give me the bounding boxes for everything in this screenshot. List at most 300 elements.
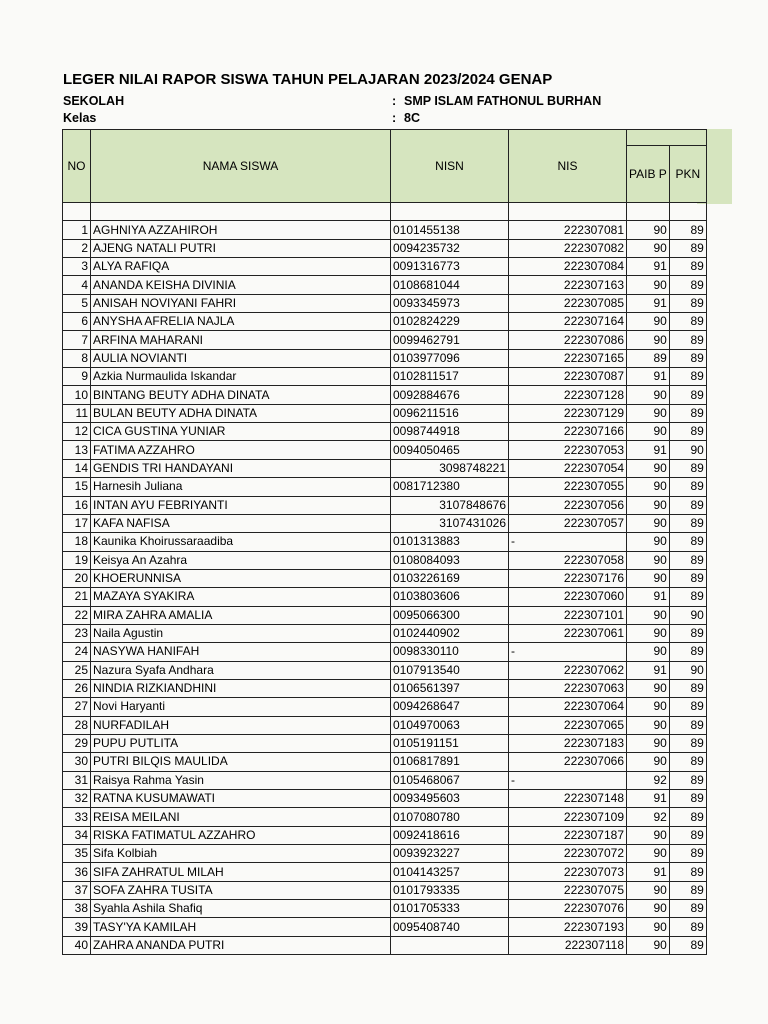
cell-pkn: 89 <box>669 294 706 312</box>
school-separator: : <box>392 94 397 108</box>
cell-nisn: 0102440902 <box>391 624 509 642</box>
cell-paibp: 90 <box>627 716 670 734</box>
cell-no: 2 <box>63 239 91 257</box>
cell-paibp: 91 <box>627 368 670 386</box>
cell-no: 40 <box>63 936 91 954</box>
cell-pkn: 89 <box>669 679 706 697</box>
cell-no: 28 <box>63 716 91 734</box>
cell-paibp: 91 <box>627 294 670 312</box>
cell-pkn: 89 <box>669 239 706 257</box>
cell-nis-dash: - <box>511 772 515 787</box>
cell-pkn: 89 <box>669 533 706 551</box>
cell-nisn: 0095408740 <box>391 918 509 936</box>
school-label: SEKOLAH <box>63 94 125 108</box>
cell-no: 33 <box>63 808 91 826</box>
cell-pkn: 89 <box>669 478 706 496</box>
cell-no: 6 <box>63 313 91 331</box>
cell-paibp: 90 <box>627 496 670 514</box>
cell-nis: 222307176 <box>509 569 627 587</box>
cell-paibp: 91 <box>627 441 670 459</box>
cell-nisn: 0103803606 <box>391 588 509 606</box>
table-row <box>63 606 707 624</box>
cell-nisn: 0092418616 <box>391 826 509 844</box>
cell-nisn: 0098744918 <box>391 423 509 441</box>
cell-pkn: 89 <box>669 753 706 771</box>
page-title: LEGER NILAI RAPOR SISWA TAHUN PELAJARAN 2023/2024 GENAP <box>63 71 553 88</box>
table-row <box>63 900 707 918</box>
cell-name: KAFA NAFISA <box>91 514 391 532</box>
cell-name: TASY'YA KAMILAH <box>91 918 391 936</box>
cell-no: 3 <box>63 258 91 276</box>
cell-pkn: 90 <box>669 441 706 459</box>
table-row <box>63 368 707 386</box>
cell-nis: 222307164 <box>509 313 627 331</box>
table-row <box>63 239 707 257</box>
cell-name: Raisya Rahma Yasin <box>91 771 391 789</box>
cell-paibp: 90 <box>627 845 670 863</box>
cell-paibp: 92 <box>627 808 670 826</box>
header-pkn: PKN <box>669 146 706 203</box>
cell-pkn: 89 <box>669 496 706 514</box>
cell-nis: 222307129 <box>509 404 627 422</box>
cell-paibp: 91 <box>627 588 670 606</box>
cell-nisn: 0104143257 <box>391 863 509 881</box>
cell-nis-dash: - <box>511 534 515 549</box>
cell-no: 30 <box>63 753 91 771</box>
cell-pkn: 89 <box>669 698 706 716</box>
cell-name: Syahla Ashila Shafiq <box>91 900 391 918</box>
cell-nis: 222307101 <box>509 606 627 624</box>
cell-paibp: 90 <box>627 423 670 441</box>
cell-no: 12 <box>63 423 91 441</box>
school-value: SMP ISLAM FATHONUL BURHAN <box>404 94 602 108</box>
cell-nisn: 0105468067 <box>391 771 509 789</box>
cell-nis: 222307060 <box>509 588 627 606</box>
cell-name: Azkia Nurmaulida Iskandar <box>91 368 391 386</box>
table-row <box>63 679 707 697</box>
cell-paibp: 90 <box>627 313 670 331</box>
table-row <box>63 918 707 936</box>
header-subject-group <box>627 130 707 146</box>
cell-nis: 222307163 <box>509 276 627 294</box>
cell-nisn: 0093345973 <box>391 294 509 312</box>
cell-no: 15 <box>63 478 91 496</box>
cell-pkn: 89 <box>669 514 706 532</box>
cell-name: PUTRI BILQIS MAULIDA <box>91 753 391 771</box>
cell-no: 22 <box>63 606 91 624</box>
cell-no: 4 <box>63 276 91 294</box>
cell-name: Sifa Kolbiah <box>91 845 391 863</box>
table-row <box>63 404 707 422</box>
table-row <box>63 313 707 331</box>
cell-paibp: 90 <box>627 478 670 496</box>
table-row <box>63 331 707 349</box>
cell-nis: 222307054 <box>509 459 627 477</box>
cell-pkn: 89 <box>669 734 706 752</box>
cell-no: 10 <box>63 386 91 404</box>
cell-nisn: 0101705333 <box>391 900 509 918</box>
cell-nis: 222307073 <box>509 863 627 881</box>
header-no: NO <box>63 130 91 203</box>
student-rows <box>63 203 707 955</box>
cell-pkn: 89 <box>669 918 706 936</box>
cell-pkn: 89 <box>669 808 706 826</box>
cell-nisn: 0094268647 <box>391 698 509 716</box>
cell-pkn: 89 <box>669 313 706 331</box>
cell-name: NINDIA RIZKIANDHINI <box>91 679 391 697</box>
cell-nis: 222307076 <box>509 900 627 918</box>
table-row <box>63 734 707 752</box>
cell-name: Nazura Syafa Andhara <box>91 661 391 679</box>
class-separator: : <box>392 111 397 125</box>
header-nis: NIS <box>509 130 627 203</box>
cell-nis: 222307193 <box>509 918 627 936</box>
cell-nisn: 0094050465 <box>391 441 509 459</box>
cell-name: Kaunika Khoirussaraadiba <box>91 533 391 551</box>
table-row <box>63 496 707 514</box>
table-row <box>63 716 707 734</box>
cell-name: ANYSHA AFRELIA NAJLA <box>91 313 391 331</box>
table-row <box>63 588 707 606</box>
cell-no: 36 <box>63 863 91 881</box>
cell-nisn: 0101313883 <box>391 533 509 551</box>
cell-name: CICA GUSTINA YUNIAR <box>91 423 391 441</box>
cell-paibp: 90 <box>627 404 670 422</box>
cell-nisn: 0098330110 <box>391 643 509 661</box>
cell-paibp: 90 <box>627 551 670 569</box>
cell-no: 8 <box>63 349 91 367</box>
cell-no: 1 <box>63 221 91 239</box>
cell-paibp: 90 <box>627 533 670 551</box>
cell-pkn: 89 <box>669 386 706 404</box>
cell-nisn: 0103977096 <box>391 349 509 367</box>
cell-nisn: 0092884676 <box>391 386 509 404</box>
cell-name: AJENG NATALI PUTRI <box>91 239 391 257</box>
cell-no: 31 <box>63 771 91 789</box>
cell-nis: 222307065 <box>509 716 627 734</box>
cell-nisn: 0091316773 <box>391 258 509 276</box>
table-row <box>63 551 707 569</box>
cell-nisn: 0096211516 <box>391 404 509 422</box>
cell-paibp: 91 <box>627 790 670 808</box>
cell-nis: 222307081 <box>509 221 627 239</box>
cell-name: SIFA ZAHRATUL MILAH <box>91 863 391 881</box>
cell-pkn: 89 <box>669 423 706 441</box>
cell-pkn: 90 <box>669 606 706 624</box>
cell-paibp: 90 <box>627 459 670 477</box>
cell-no: 32 <box>63 790 91 808</box>
cell-name: PUPU PUTLITA <box>91 734 391 752</box>
cell-paibp: 90 <box>627 698 670 716</box>
cell-pkn: 89 <box>669 588 706 606</box>
cell-nisn <box>391 936 509 954</box>
table-row <box>63 478 707 496</box>
table-row <box>63 826 707 844</box>
cell-pkn: 89 <box>669 624 706 642</box>
cell-nisn: 0102824229 <box>391 313 509 331</box>
cell-name: FATIMA AZZAHRO <box>91 441 391 459</box>
cell-no: 38 <box>63 900 91 918</box>
cell-pkn: 89 <box>669 881 706 899</box>
cell-no: 14 <box>63 459 91 477</box>
cell-pkn: 89 <box>669 771 706 789</box>
cell-paibp: 90 <box>627 221 670 239</box>
cell-name: KHOERUNNISA <box>91 569 391 587</box>
cell-pkn: 89 <box>669 936 706 954</box>
cell-nisn: 0106561397 <box>391 679 509 697</box>
cell-name: AULIA NOVIANTI <box>91 349 391 367</box>
table-row <box>63 441 707 459</box>
cell-nis: 222307118 <box>509 936 627 954</box>
cell-nis: 222307085 <box>509 294 627 312</box>
cell-pkn: 89 <box>669 276 706 294</box>
cell-no: 13 <box>63 441 91 459</box>
table-row <box>63 514 707 532</box>
cell-pkn: 89 <box>669 459 706 477</box>
cell-name: RATNA KUSUMAWATI <box>91 790 391 808</box>
cell-nis: 222307087 <box>509 368 627 386</box>
cell-name: RISKA FATIMATUL AZZAHRO <box>91 826 391 844</box>
cell-nis: 222307084 <box>509 258 627 276</box>
cell-no: 18 <box>63 533 91 551</box>
cell-no: 34 <box>63 826 91 844</box>
cell-paibp: 90 <box>627 643 670 661</box>
table-row <box>63 643 707 661</box>
cell-nis <box>509 643 627 661</box>
cell-nis: 222307187 <box>509 826 627 844</box>
cell-nisn: 0093495603 <box>391 790 509 808</box>
cell-nis: 222307053 <box>509 441 627 459</box>
table-row <box>63 698 707 716</box>
cell-name: ZAHRA ANANDA PUTRI <box>91 936 391 954</box>
grade-ledger-table <box>62 129 707 955</box>
table-row <box>63 276 707 294</box>
cell-no: 9 <box>63 368 91 386</box>
cell-nis <box>509 533 627 551</box>
table-row <box>63 533 707 551</box>
cell-paibp: 91 <box>627 661 670 679</box>
cell-nis: 222307165 <box>509 349 627 367</box>
cell-paibp: 91 <box>627 258 670 276</box>
cell-name: INTAN AYU FEBRIYANTI <box>91 496 391 514</box>
cell-nisn: 0108084093 <box>391 551 509 569</box>
class-value: 8C <box>404 111 420 125</box>
cell-nisn: 0095066300 <box>391 606 509 624</box>
cell-name: Naila Agustin <box>91 624 391 642</box>
cell-paibp: 90 <box>627 881 670 899</box>
cell-name: MAZAYA SYAKIRA <box>91 588 391 606</box>
cell-nisn: 3098748221 <box>391 459 509 477</box>
cell-no: 23 <box>63 624 91 642</box>
cell-name: Novi Haryanti <box>91 698 391 716</box>
cell-name: MIRA ZAHRA AMALIA <box>91 606 391 624</box>
cell-paibp: 90 <box>627 624 670 642</box>
cell-name: GENDIS TRI HANDAYANI <box>91 459 391 477</box>
cell-nisn: 0099462791 <box>391 331 509 349</box>
cell-paibp: 91 <box>627 863 670 881</box>
cell-nis: 222307166 <box>509 423 627 441</box>
table-row <box>63 258 707 276</box>
cell-nisn: 0108681044 <box>391 276 509 294</box>
cell-pkn: 89 <box>669 349 706 367</box>
cell-nis: 222307109 <box>509 808 627 826</box>
cell-no: 29 <box>63 734 91 752</box>
cell-name: AGHNIYA AZZAHIROH <box>91 221 391 239</box>
cell-paibp: 90 <box>627 331 670 349</box>
cell-no: 26 <box>63 679 91 697</box>
cell-nisn: 0103226169 <box>391 569 509 587</box>
table-row <box>63 753 707 771</box>
table-row <box>63 936 707 954</box>
cell-no: 35 <box>63 845 91 863</box>
cell-no: 11 <box>63 404 91 422</box>
cell-nis: 222307061 <box>509 624 627 642</box>
cell-paibp: 90 <box>627 569 670 587</box>
cell-paibp: 90 <box>627 239 670 257</box>
cell-nisn: 0081712380 <box>391 478 509 496</box>
cell-paibp: 89 <box>627 349 670 367</box>
cell-no: 37 <box>63 881 91 899</box>
cell-pkn: 89 <box>669 331 706 349</box>
table-row <box>63 845 707 863</box>
cell-no: 25 <box>63 661 91 679</box>
table-row <box>63 569 707 587</box>
cell-pkn: 89 <box>669 826 706 844</box>
cell-pkn: 89 <box>669 716 706 734</box>
cell-nisn: 0101793335 <box>391 881 509 899</box>
cell-nis <box>509 771 627 789</box>
table-row <box>63 771 707 789</box>
cell-pkn: 89 <box>669 643 706 661</box>
cell-name: ANANDA KEISHA DIVINIA <box>91 276 391 294</box>
cell-name: BULAN BEUTY ADHA DINATA <box>91 404 391 422</box>
table-row <box>63 221 707 239</box>
cell-name: Harnesih Juliana <box>91 478 391 496</box>
cell-no: 5 <box>63 294 91 312</box>
cell-paibp: 90 <box>627 936 670 954</box>
cell-pkn: 89 <box>669 569 706 587</box>
cell-nis: 222307058 <box>509 551 627 569</box>
cell-name: ANISAH NOVIYANI FAHRI <box>91 294 391 312</box>
cell-name: ARFINA MAHARANI <box>91 331 391 349</box>
cell-paibp: 90 <box>627 753 670 771</box>
cell-no: 27 <box>63 698 91 716</box>
cell-paibp: 90 <box>627 514 670 532</box>
cell-nis: 222307064 <box>509 698 627 716</box>
cell-pkn: 89 <box>669 790 706 808</box>
cell-nis: 222307062 <box>509 661 627 679</box>
cell-pkn: 90 <box>669 661 706 679</box>
cell-nisn: 0104970063 <box>391 716 509 734</box>
cell-pkn: 89 <box>669 404 706 422</box>
cell-nisn: 0105191151 <box>391 734 509 752</box>
cell-paibp: 90 <box>627 734 670 752</box>
cell-name: ALYA RAFIQA <box>91 258 391 276</box>
cell-nisn: 3107848676 <box>391 496 509 514</box>
table-row <box>63 661 707 679</box>
cell-nis: 222307066 <box>509 753 627 771</box>
cell-name: NASYWA HANIFAH <box>91 643 391 661</box>
table-row <box>63 459 707 477</box>
cell-no: 21 <box>63 588 91 606</box>
cell-nis: 222307057 <box>509 514 627 532</box>
cell-paibp: 90 <box>627 276 670 294</box>
spacer-row <box>63 203 707 221</box>
cell-no: 39 <box>63 918 91 936</box>
table-row <box>63 349 707 367</box>
cell-paibp: 90 <box>627 826 670 844</box>
cell-no: 20 <box>63 569 91 587</box>
cell-paibp: 90 <box>627 606 670 624</box>
cell-nis: 222307063 <box>509 679 627 697</box>
cell-nis: 222307072 <box>509 845 627 863</box>
table-row <box>63 423 707 441</box>
cell-nis: 222307075 <box>509 881 627 899</box>
cell-nis: 222307086 <box>509 331 627 349</box>
cell-name: NURFADILAH <box>91 716 391 734</box>
class-label: Kelas <box>63 111 97 125</box>
cell-paibp: 90 <box>627 679 670 697</box>
cell-no: 17 <box>63 514 91 532</box>
table-row <box>63 294 707 312</box>
cell-pkn: 89 <box>669 863 706 881</box>
cell-nisn: 0106817891 <box>391 753 509 771</box>
header-nisn: NISN <box>391 130 509 203</box>
cell-no: 16 <box>63 496 91 514</box>
table-row <box>63 386 707 404</box>
cell-pkn: 89 <box>669 551 706 569</box>
cell-nisn: 0093923227 <box>391 845 509 863</box>
cell-no: 19 <box>63 551 91 569</box>
cell-pkn: 89 <box>669 221 706 239</box>
cell-nisn: 0101455138 <box>391 221 509 239</box>
cell-paibp: 92 <box>627 771 670 789</box>
cell-no: 24 <box>63 643 91 661</box>
cell-name: SOFA ZAHRA TUSITA <box>91 881 391 899</box>
cell-nis: 222307128 <box>509 386 627 404</box>
cell-name: BINTANG BEUTY ADHA DINATA <box>91 386 391 404</box>
cell-paibp: 90 <box>627 918 670 936</box>
cell-nisn: 0107080780 <box>391 808 509 826</box>
cell-nis: 222307183 <box>509 734 627 752</box>
table-row <box>63 624 707 642</box>
cell-name: Keisya An Azahra <box>91 551 391 569</box>
cell-pkn: 89 <box>669 845 706 863</box>
header-name: NAMA SISWA <box>91 130 391 203</box>
cell-nis: 222307055 <box>509 478 627 496</box>
cell-nisn: 0102811517 <box>391 368 509 386</box>
table-row <box>63 863 707 881</box>
table-row <box>63 881 707 899</box>
cell-no: 7 <box>63 331 91 349</box>
cell-pkn: 89 <box>669 258 706 276</box>
cell-paibp: 90 <box>627 386 670 404</box>
cell-nisn: 0107913540 <box>391 661 509 679</box>
cell-pkn: 89 <box>669 900 706 918</box>
cell-pkn: 89 <box>669 368 706 386</box>
cell-paibp: 90 <box>627 900 670 918</box>
cell-name: REISA MEILANI <box>91 808 391 826</box>
cell-nis: 222307082 <box>509 239 627 257</box>
cell-nis-dash: - <box>511 644 515 659</box>
table-row <box>63 808 707 826</box>
cell-nisn: 0094235732 <box>391 239 509 257</box>
cell-nis: 222307056 <box>509 496 627 514</box>
cell-nisn: 3107431026 <box>391 514 509 532</box>
header-paibp: PAIB P <box>627 146 670 203</box>
table-row <box>63 790 707 808</box>
cell-nis: 222307148 <box>509 790 627 808</box>
